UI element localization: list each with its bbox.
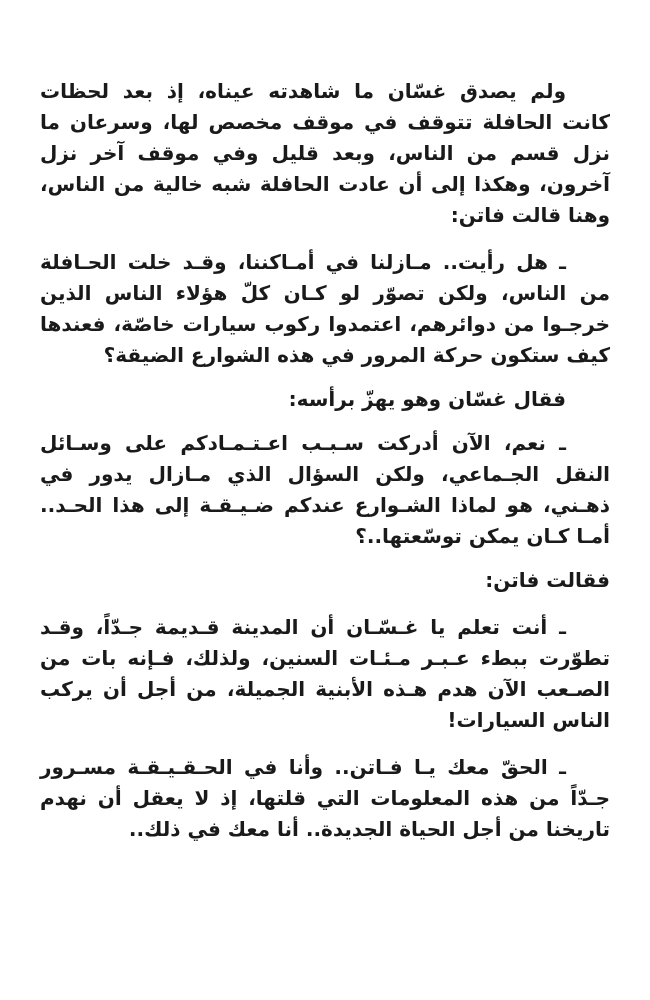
- paragraph-faten-speech: ـ هل رأيت.. مـازلنا في أمـاكننا، وقـد خلت الحـافلة من الناس، ولكن تصوّر لو كـان كلّ هؤلاء الناس الذين خرجـوا من دوائرهم، اعتمدوا ركوب سيارات خاصّة، فعندها كيف ستكون حركة المرور في هذه الشوارع الضيقة؟: [40, 250, 610, 367]
- paragraph-faten-intro: فقالت فاتن:: [485, 568, 610, 592]
- paragraph-narration: ولم يصدق غسّان ما شاهدته عيناه، إذ بعد لحظات كانت الحافلة تتوقف في موقف مخصص لها، وسرعان ما نزل قسم من الناس، وبعد قليل وفي موقف آخر نزل آخرون، وهكذا إلى أن عادت الحافلة شبه خالية من الناس، وهنا قالت فاتن:: [40, 79, 610, 227]
- paragraph-ghassan-intro: فقال غسّان وهو يهزّ برأسه:: [288, 387, 566, 411]
- paragraph-ghassan-speech: ـ نعم، الآن أدركت سـبـب اعـتـمـادكم على وسـائل النقل الجـماعي، ولكن السؤال الذي مـازال يدور في ذهـني، هو لماذا الشـوارع عندكم ضـيـقـة إلى هذا الحـد.. أمـا كـان يمكن توسّعتها..؟: [40, 431, 610, 548]
- paragraph-ghassan-reply: ـ الحقّ معك يـا فـاتن.. وأنا في الحـقـيـقـة مسـرور جـدّاً من هذه المعلومات التي قلتها، إذ لا يعقل أن نهدم تاريخنا من أجل الحياة الجديدة.. أنا معك في ذلك..: [40, 755, 610, 841]
- paragraph-faten-reply: ـ أنت تعلم يا غـسّـان أن المدينة قـديمة جـدّاً، وقـد تطوّرت ببطء عـبـر مـئـات السنين، ولذلك، فـإنه بات من الصـعب الآن هدم هـذه الأبنية الجميلة، من أجل أن يركب الناس السيارات!: [40, 615, 610, 732]
- text-block: [40, 76, 610, 845]
